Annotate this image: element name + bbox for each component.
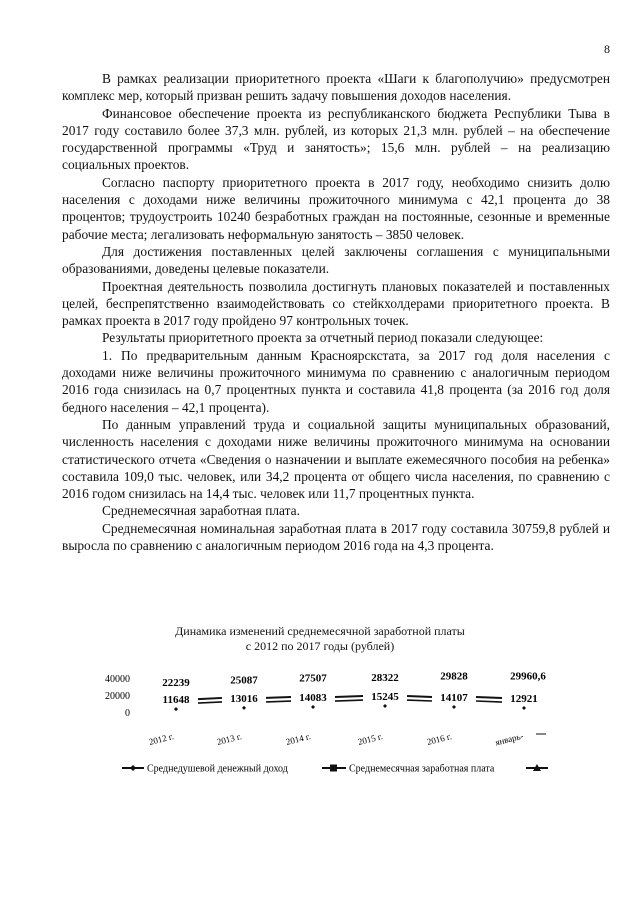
paragraph: Результаты приоритетного проекта за отчетный период показали следующее: — [102, 330, 544, 346]
income-data-label: 15245 — [371, 691, 399, 704]
x-tick-label: 2016 г. — [425, 731, 453, 747]
page-number: 8 — [604, 42, 610, 56]
income-data-label: 11648 — [162, 694, 190, 707]
y-tick-label: 20000 — [105, 691, 130, 702]
salary-data-label: 22239 — [162, 677, 190, 690]
paragraph: Для достижения поставленных целей заключены соглашения с муниципальными образованиями, доведены целевые показатели. — [62, 243, 610, 277]
x-tick-label: январь- — [494, 730, 525, 748]
income-line-segment — [198, 698, 222, 699]
income-line-segment — [266, 697, 291, 698]
legend-salary-marker — [330, 765, 337, 772]
income-point — [242, 706, 246, 710]
paragraph: По данным управлений труда и социальной защиты муниципальных образований, численность населения с доходами ниже величины прожиточного минимума на основании статистического отчета «Сведения о назначении и выплате ежемесячного пособия на ребенка» составила 109,0 тыс. человек, или 34,2 процента от общего числа населения, по сравнению с 2016 годом снизилась на 14,4 тыс. человек или 11,7 процентных пункта. — [62, 416, 610, 502]
income-point — [452, 705, 456, 709]
salary-data-label: 28322 — [371, 671, 399, 684]
legend-salary-label: Среднемесячная заработная плата — [349, 763, 495, 775]
income-data-label: 14107 — [440, 692, 468, 705]
income-point — [522, 706, 526, 710]
body-text — [62, 70, 610, 554]
paragraph: 1. По предварительным данным Красноярскстата, за 2017 год доля населения с доходами ниже величины прожиточного минимума по сравнению с аналогичным периодом 2016 года снизилась на 0,7 процентных пункта и составила 41,8 процента (за 2016 год доля бедного населения – 42,1 процента). — [62, 347, 610, 415]
income-data-label: 14083 — [299, 692, 327, 705]
chart-title: Динамика изменений среднемесячной заработной платы — [175, 624, 465, 638]
legend-third-marker — [533, 764, 541, 771]
paragraph: Проектная деятельность позволила достигнуть плановых показателей и поставленных целей, беспрепятственно взаимодействовать со стейкхолдерами приоритетного проекта. В рамках проекта в 2017 году пройдено 97 контрольных точек. — [62, 278, 610, 329]
income-line-segment — [407, 696, 432, 697]
salary-data-label: 27507 — [299, 672, 327, 685]
income-line-segment — [407, 700, 432, 701]
income-point — [311, 705, 315, 709]
salary-data-label: 29828 — [440, 670, 468, 683]
income-line-segment — [476, 697, 502, 698]
paragraph: Финансовое обеспечение проекта из республиканского бюджета Республики Тыва в 2017 году составило более 37,3 млн. рублей, из которых 21,3 млн. рублей – на обеспечение государственной программы «Труд и занятость»; 15,6 млн. рублей – на реализацию социальных проектов. — [62, 105, 610, 173]
legend-income-label: Среднедушевой денежный доход — [147, 763, 288, 775]
income-line-segment — [335, 700, 363, 701]
income-line-segment — [266, 701, 291, 702]
y-tick-label: 0 — [125, 708, 130, 719]
salary-data-label: 29960,6 — [510, 670, 546, 683]
x-tick-label: 2012 г. — [147, 731, 175, 747]
chart-subtitle: с 2012 по 2017 годы (рублей) — [245, 639, 395, 653]
legend-income-marker — [130, 765, 136, 771]
y-tick-label: 40000 — [105, 674, 130, 685]
paragraph: Среднемесячная номинальная заработная плата в 2017 году составила 30759,8 рублей и выросла по сравнению с аналогичным периодом 2016 года на 4,3 процента. — [62, 520, 610, 554]
paragraph: В рамках реализации приоритетного проекта «Шаги к благополучию» предусмотрен комплекс мер, который призван решить задачу повышения доходов населения. — [62, 71, 610, 104]
income-point — [383, 704, 387, 708]
x-tick-label: 2014 г. — [284, 731, 312, 747]
paragraph: Согласно паспорту приоритетного проекта в 2017 году, необходимо снизить долю населения с доходами ниже величины прожиточного минимума с 42,1 процента до 38 процентов; трудоустроить 10240 безработных граждан на постоянные, сезонные и временные рабочие места; легализовать неформальную занятость – 3850 человек. — [62, 174, 610, 242]
paragraph: Среднемесячная заработная плата. — [102, 503, 300, 519]
income-line-segment — [198, 702, 222, 703]
income-data-label: 13016 — [230, 692, 258, 705]
income-point — [174, 707, 178, 711]
salary-data-label: 25087 — [230, 674, 258, 687]
x-tick-label: 2013 г. — [215, 731, 243, 747]
income-line-segment — [476, 701, 502, 702]
x-tick-label: 2015 г. — [356, 731, 384, 747]
income-data-label: 12921 — [510, 693, 538, 706]
income-line-segment — [335, 696, 363, 697]
